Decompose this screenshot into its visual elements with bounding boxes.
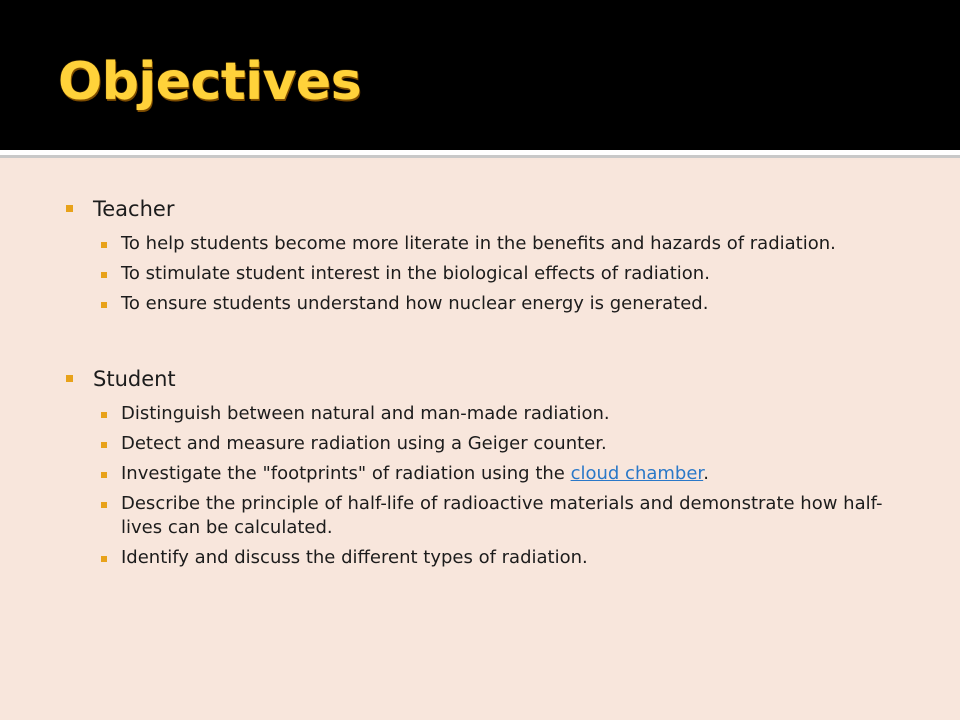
square-bullet-icon bbox=[101, 272, 107, 278]
square-bullet-icon bbox=[101, 442, 107, 448]
slide-body bbox=[66, 192, 886, 616]
slide-title: Objectives bbox=[58, 52, 362, 112]
sub-bullet-text: To stimulate student interest in the biological effects of radiation. bbox=[121, 263, 710, 284]
square-bullet-icon bbox=[101, 302, 107, 308]
bullet-teacher bbox=[66, 192, 886, 226]
square-bullet-icon bbox=[101, 556, 107, 562]
section-teacher bbox=[66, 192, 886, 316]
square-bullet-icon bbox=[66, 205, 73, 212]
sub-bullet bbox=[101, 232, 886, 256]
sub-bullet bbox=[101, 462, 886, 486]
sub-bullet-text: To ensure students understand how nuclear energy is generated. bbox=[121, 293, 709, 314]
sub-bullet-text bbox=[121, 462, 709, 486]
sub-bullet bbox=[101, 432, 886, 456]
sub-bullet bbox=[101, 492, 886, 540]
sub-bullet bbox=[101, 262, 886, 286]
sub-bullet-text-after-link: . bbox=[703, 463, 709, 484]
title-divider-shadow bbox=[0, 155, 960, 158]
title-bar bbox=[0, 0, 960, 150]
bullet-student bbox=[66, 362, 886, 396]
sub-bullet-text-before-link: Investigate the "footprints" of radiation using the bbox=[121, 463, 571, 484]
sub-bullet-text: To help students become more literate in the benefits and hazards of radiation. bbox=[121, 233, 836, 254]
sub-bullet-text: Identify and discuss the different types of radiation. bbox=[121, 547, 588, 568]
section-heading: Teacher bbox=[93, 197, 175, 221]
sub-bullet bbox=[101, 402, 886, 426]
sub-bullet-text: Distinguish between natural and man-made radiation. bbox=[121, 403, 610, 424]
sub-bullet-text: Detect and measure radiation using a Geiger counter. bbox=[121, 433, 607, 454]
square-bullet-icon bbox=[101, 502, 107, 508]
sub-bullet bbox=[101, 546, 886, 570]
section-student bbox=[66, 362, 886, 570]
square-bullet-icon bbox=[66, 375, 73, 382]
sub-bullet bbox=[101, 292, 886, 316]
square-bullet-icon bbox=[101, 242, 107, 248]
square-bullet-icon bbox=[101, 412, 107, 418]
section-heading: Student bbox=[93, 367, 176, 391]
square-bullet-icon bbox=[101, 472, 107, 478]
cloud-chamber-link[interactable]: cloud chamber bbox=[570, 463, 704, 484]
sub-bullet-text: Describe the principle of half-life of radioactive materials and demonstrate how half-lives can be calculated. bbox=[121, 493, 883, 538]
